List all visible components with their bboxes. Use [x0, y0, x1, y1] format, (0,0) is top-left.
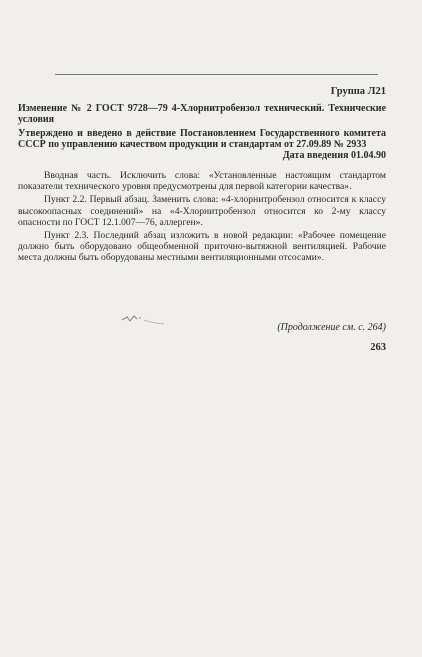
paragraph-clause-2-3: Пункт 2.3. Последний абзац изложить в новой редакции: «Рабочее помещение должно быть оборудовано общеобменной приточно-вытяжной вентиляцией. Рабочие места должны быть оборудованы местными вентиляционными отсосами».: [18, 230, 386, 264]
change-title: Изменение № 2 ГОСТ 9728—79 4-Хлорнитробензол технический. Технические условия: [18, 103, 386, 125]
body-text: [18, 170, 386, 266]
continuation-note: (Продолжение см. с. 264): [277, 322, 386, 333]
approval-text: Утверждено и введено в действие Постановлением Государственного комитета СССР по управлению качеством продукции и стандартам от 27.09.89 № 2933: [18, 128, 386, 150]
pen-mark: [120, 312, 168, 326]
group-label: Группа Л21: [330, 86, 386, 97]
top-rule: [55, 74, 378, 75]
introduction-date: Дата введения 01.04.90: [282, 150, 386, 161]
page-number: 263: [370, 342, 386, 353]
paragraph-clause-2-2: Пункт 2.2. Первый абзац. Заменить слова: «4-хлорнитробензол относится к классу высокоопасных соединений» на «4-Хлорнитробензол относится ко 2-му классу опасности по ГОСТ 12.1.007—76, аллерген».: [18, 194, 386, 228]
paragraph-intro: Вводная часть. Исключить слова: «Установленные настоящим стандартом показатели технического уровня предусмотрены для первой категории качества».: [18, 170, 386, 193]
